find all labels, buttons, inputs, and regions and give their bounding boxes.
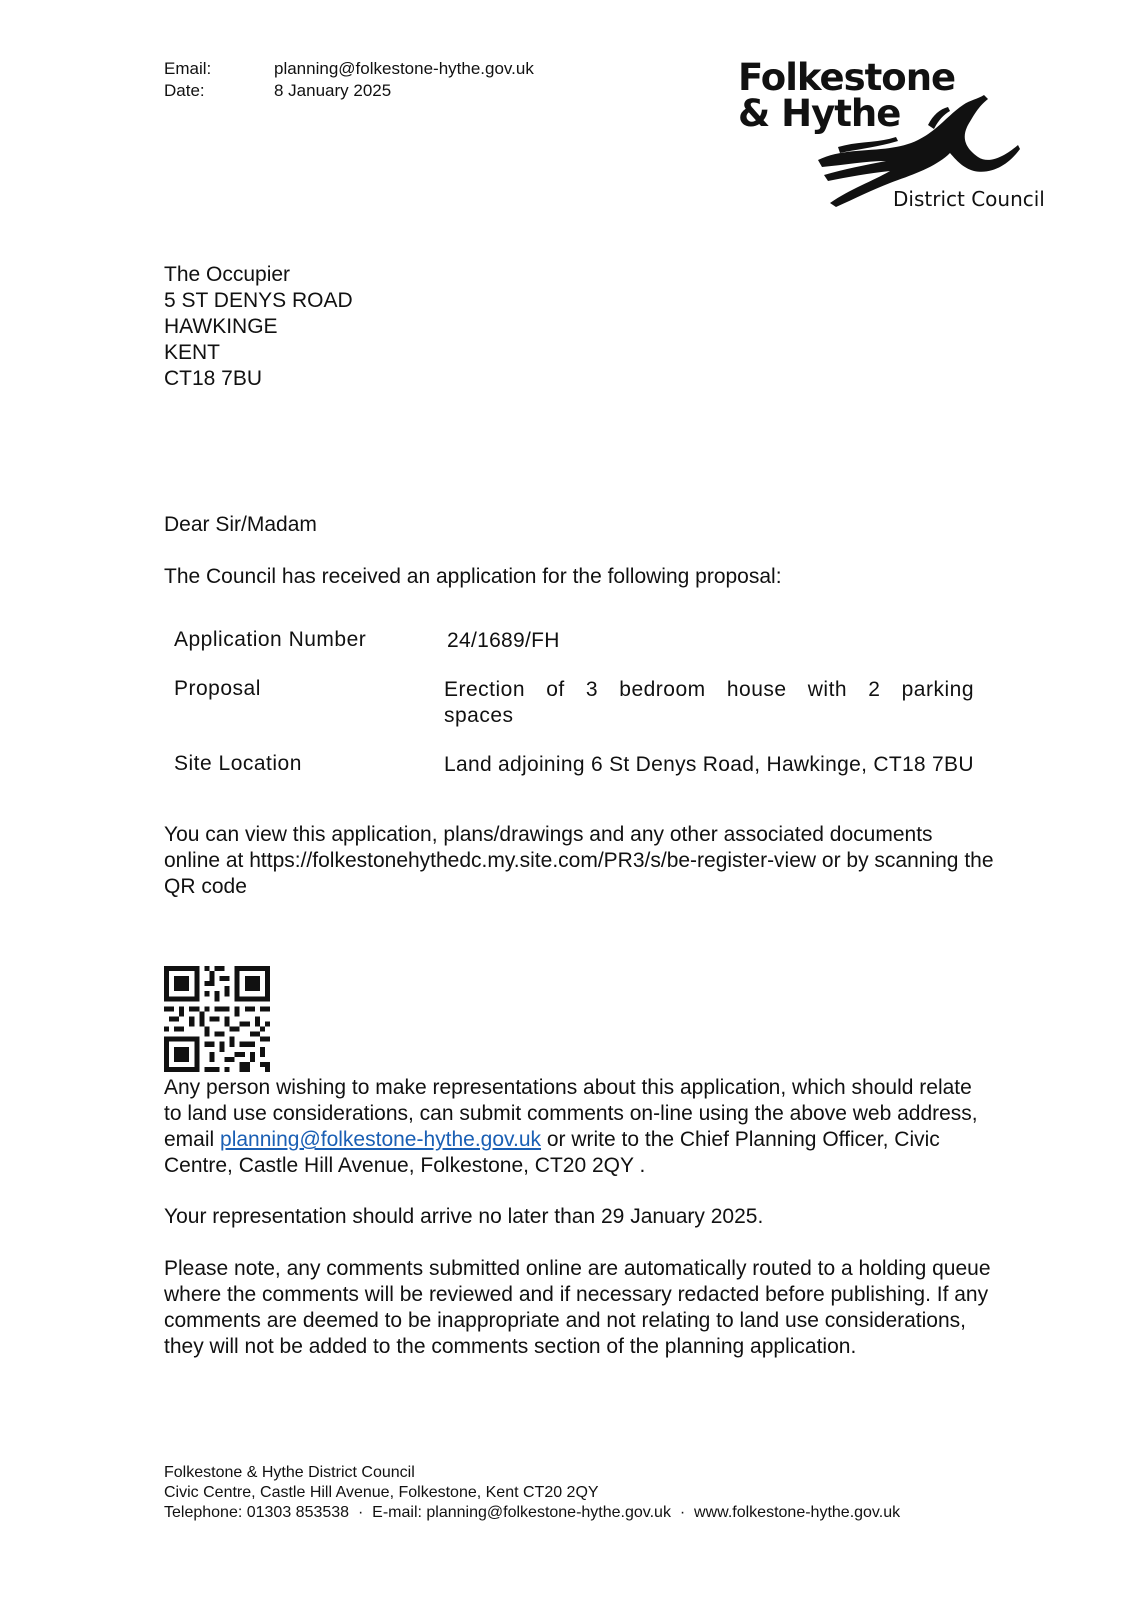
date-label: Date: <box>164 81 205 100</box>
address-line-2: 5 ST DENYS ROAD <box>164 289 353 312</box>
site-location-row <box>174 752 984 778</box>
email-row <box>164 58 534 80</box>
footer-line-3: Telephone: 01303 853538 · E-mail: planning@folkestone-hythe.gov.uk · www.folkestone-hythe.gov.uk <box>164 1504 901 1521</box>
address-line-3: HAWKINGE <box>164 315 278 338</box>
deadline-paragraph: Your representation should arrive no later than 29 January 2025. <box>164 1205 764 1228</box>
application-number-value: 24/1689/FH <box>447 629 560 652</box>
proposal-value: Erection of 3 bedroom house with 2 parking spaces <box>444 678 974 727</box>
address-line-1: The Occupier <box>164 263 291 286</box>
email-label: Email: <box>164 59 212 78</box>
intro-paragraph: The Council has received an application for the following proposal: <box>164 565 782 588</box>
planning-email-link[interactable]: planning@folkestone-hythe.gov.uk <box>220 1128 541 1151</box>
footer-line-2: Civic Centre, Castle Hill Avenue, Folkestone, Kent CT20 2QY <box>164 1484 599 1501</box>
date-row <box>164 80 534 102</box>
letter-meta <box>164 58 534 102</box>
footer-line-1: Folkestone & Hythe District Council <box>164 1464 415 1481</box>
representations-text-2: or write to the Chief Planning Officer, Civic Centre, Castle Hill Avenue, Folkestone, CT20 2QY . <box>164 1128 940 1177</box>
view-application-paragraph: You can view this application, plans/drawings and any other associated documents online at https://folkestonehythedc.my.site.com/PR3/s/be-register-view or by scanning the QR code <box>164 823 994 898</box>
logo-line-2: & Hythe <box>738 92 901 135</box>
council-logo <box>728 55 1048 215</box>
qr-code[interactable] <box>164 966 270 1072</box>
logo-line-3: District Council <box>893 187 1045 211</box>
address-line-5: CT18 7BU <box>164 367 263 390</box>
salutation: Dear Sir/Madam <box>164 513 317 536</box>
email-value: planning@folkestone-hythe.gov.uk <box>274 59 534 78</box>
address-line-4: KENT <box>164 341 221 364</box>
qr-code-icon <box>164 966 270 1072</box>
letter-footer <box>164 1463 900 1523</box>
proposal-row <box>174 677 984 729</box>
recipient-address <box>164 262 353 392</box>
representations-paragraph <box>164 1075 994 1179</box>
proposal-label: Proposal <box>174 677 261 700</box>
application-number-label: Application Number <box>174 628 367 651</box>
representations-text-1: Any person wishing to make representations about this application, which should relate to land use considerations, can submit comments on-line using the above web address, email <box>164 1076 978 1151</box>
application-number-row <box>174 628 984 654</box>
site-location-value: Land adjoining 6 St Denys Road, Hawkinge, CT18 7BU <box>444 753 974 776</box>
note-paragraph: Please note, any comments submitted online are automatically routed to a holding queue where the comments will be reviewed and if necessary redacted before publishing. If any comments are deemed to be inappropriate and not relating to land use considerations, they will not be added to the comments section of the planning application. <box>164 1257 991 1358</box>
date-value: 8 January 2025 <box>274 81 392 100</box>
logo-line-1: Folkestone <box>738 56 956 99</box>
site-location-label: Site Location <box>174 752 302 775</box>
application-details <box>174 628 984 801</box>
